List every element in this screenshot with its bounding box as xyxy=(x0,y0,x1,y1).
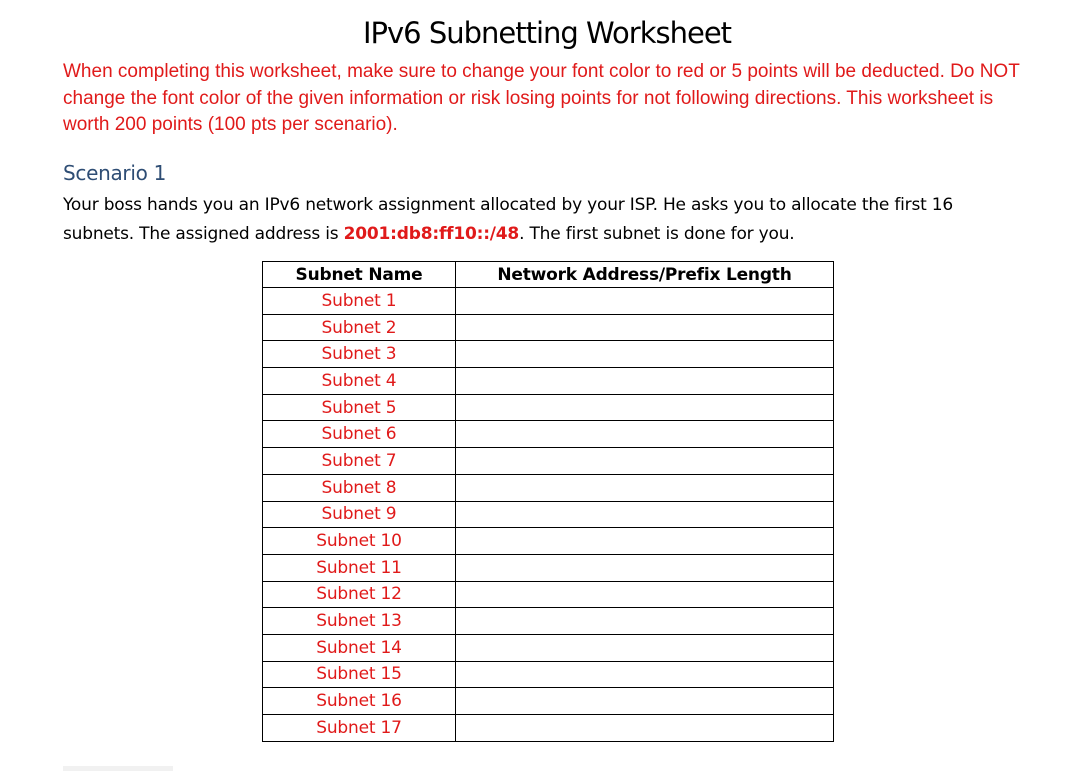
network-address-cell[interactable] xyxy=(456,661,834,688)
subnet-name-cell: Subnet 12 xyxy=(263,581,456,608)
table-row xyxy=(263,554,834,581)
table-row xyxy=(263,394,834,421)
table-row xyxy=(263,661,834,688)
subnet-table xyxy=(262,261,834,742)
table-header-row xyxy=(263,262,834,288)
table-row xyxy=(263,715,834,742)
subnet-name-cell: Subnet 8 xyxy=(263,474,456,501)
subnet-name-cell: Subnet 4 xyxy=(263,368,456,395)
page-title: IPv6 Subnetting Worksheet xyxy=(362,16,732,50)
table-row xyxy=(263,608,834,635)
scenario-text-after: . The first subnet is done for you. xyxy=(519,223,795,244)
subnet-name-cell: Subnet 14 xyxy=(263,634,456,661)
network-address-cell[interactable] xyxy=(456,608,834,635)
subnet-name-cell: Subnet 5 xyxy=(263,394,456,421)
table-row xyxy=(263,688,834,715)
header-subnet-name: Subnet Name xyxy=(263,262,456,288)
network-address-cell[interactable] xyxy=(456,368,834,395)
table-row xyxy=(263,581,834,608)
header-network-address: Network Address/Prefix Length xyxy=(456,262,834,288)
subnet-name-cell: Subnet 16 xyxy=(263,688,456,715)
subnet-name-cell: Subnet 6 xyxy=(263,421,456,448)
network-address-cell[interactable] xyxy=(456,528,834,555)
table-row xyxy=(263,528,834,555)
table-row xyxy=(263,314,834,341)
scenario-description xyxy=(63,191,1023,248)
subnet-name-cell: Subnet 10 xyxy=(263,528,456,555)
subnet-name-cell: Subnet 3 xyxy=(263,341,456,368)
network-address-cell[interactable] xyxy=(456,581,834,608)
network-address-cell[interactable] xyxy=(456,554,834,581)
table-row xyxy=(263,501,834,528)
subnet-name-cell: Subnet 2 xyxy=(263,314,456,341)
subnet-name-cell: Subnet 7 xyxy=(263,448,456,475)
table-row xyxy=(263,288,834,315)
instructions-paragraph: When completing this worksheet, make sure to change your font color to red or 5 points will be deducted. Do NOT change the font color of the given information or risk losing points for not following directions. This worksheet is worth 200 points (100 pts per scenario). xyxy=(63,61,1020,135)
subnet-name-cell: Subnet 11 xyxy=(263,554,456,581)
subnet-rows xyxy=(263,288,834,742)
subnet-name-cell: Subnet 13 xyxy=(263,608,456,635)
subnet-name-cell: Subnet 9 xyxy=(263,501,456,528)
network-address-cell[interactable] xyxy=(456,394,834,421)
network-address-cell[interactable] xyxy=(456,501,834,528)
network-address-cell[interactable] xyxy=(456,288,834,315)
network-address-cell[interactable] xyxy=(456,448,834,475)
assigned-address: 2001:db8:ff10::/48 xyxy=(343,223,520,244)
network-address-cell[interactable] xyxy=(456,421,834,448)
table-row xyxy=(263,421,834,448)
network-address-cell[interactable] xyxy=(456,341,834,368)
table-row xyxy=(263,634,834,661)
network-address-cell[interactable] xyxy=(456,688,834,715)
network-address-cell[interactable] xyxy=(456,474,834,501)
page-footer-fragment xyxy=(63,766,173,771)
table-row xyxy=(263,474,834,501)
table-row xyxy=(263,341,834,368)
subnet-name-cell: Subnet 17 xyxy=(263,715,456,742)
table-row xyxy=(263,368,834,395)
table-row xyxy=(263,448,834,475)
subnet-name-cell: Subnet 15 xyxy=(263,661,456,688)
network-address-cell[interactable] xyxy=(456,715,834,742)
scenario-heading: Scenario 1 xyxy=(63,161,167,185)
subnet-name-cell: Subnet 1 xyxy=(263,288,456,315)
network-address-cell[interactable] xyxy=(456,314,834,341)
scenario-text-before: Your boss hands you an IPv6 network assignment allocated by your ISP. He asks you to allocate the first 16 subnets. The assigned address is xyxy=(63,195,954,244)
network-address-cell[interactable] xyxy=(456,634,834,661)
